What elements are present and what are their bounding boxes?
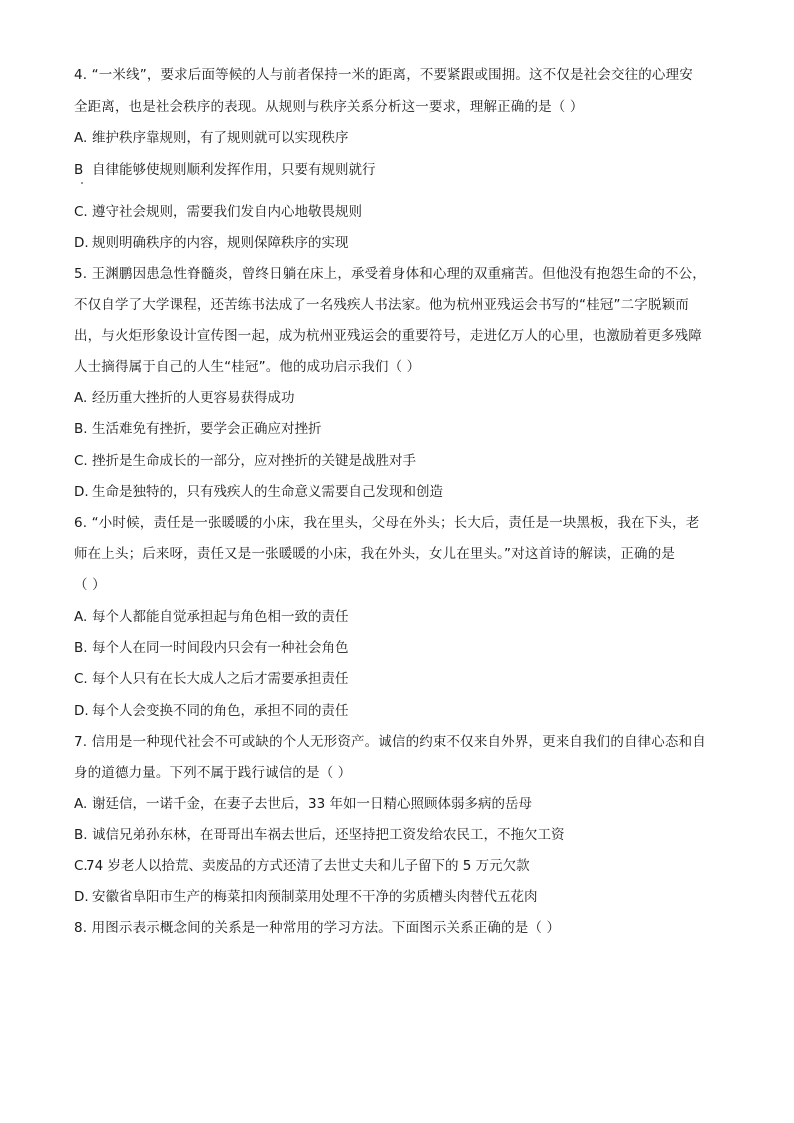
q5-stem-line-2: 不仅自学了大学课程，还苦练书法成了一名残疾人书法家。他为杭州亚残运会书写的“桂冠”二字脱颖而 bbox=[74, 297, 689, 313]
q6-stem-line-2: 师在上头；后来呀，责任又是一张暖暖的小床，我在外头，女儿在里头。”对这首诗的解读，正确的是 bbox=[74, 546, 675, 562]
q4-option-a-text: 维护秩序靠规则，有了规则就可以实现秩序 bbox=[92, 130, 349, 146]
q4-option-a-letter: A. bbox=[74, 130, 88, 146]
q7-option-c bbox=[74, 857, 530, 875]
q4-option-a bbox=[74, 129, 349, 147]
q5-option-d-letter: D. bbox=[74, 484, 89, 500]
q5-option-c-letter: C. bbox=[74, 453, 88, 469]
q7-option-c-letter: C. bbox=[74, 858, 88, 874]
q7-option-c-text: 74 岁老人以拾荒、卖废品的方式还清了去世丈夫和儿子留下的 5 万元欠款 bbox=[86, 858, 530, 874]
q6-option-d bbox=[74, 702, 349, 720]
q7-option-d-letter: D. bbox=[74, 889, 89, 905]
q5-option-a bbox=[74, 389, 295, 407]
q6-option-c-letter: C. bbox=[74, 671, 88, 687]
q5-option-b-text: 生活难免有挫折，要学会正确应对挫折 bbox=[92, 421, 322, 437]
q4-option-b bbox=[74, 161, 376, 179]
q7-option-a-text: 谢廷信，一诺千金，在妻子去世后，33 年如一日精心照顾体弱多病的岳母 bbox=[92, 796, 532, 812]
q7-option-d bbox=[74, 888, 538, 906]
q7-option-d-text: 安徽省阜阳市生产的梅菜扣肉预制菜用处理不干净的劣质槽头肉替代五花肉 bbox=[92, 889, 538, 905]
q4-stem-line-1: 4. “一米线”，要求后面等候的人与前者保持一米的距离，不要紧跟或围拥。这不仅是社会交往的心理安 bbox=[74, 67, 693, 83]
q5-stem-line-3: 出，与火炬形象设计宣传图一起，成为杭州亚残运会的重要符号，走进亿万人的心里，也激励着更多残障 bbox=[74, 328, 702, 344]
q5-option-b-letter: B. bbox=[74, 421, 88, 437]
q4-stem-line-2: 全距离，也是社会秩序的表现。从规则与秩序关系分析这一要求，理解正确的是（ ） bbox=[74, 99, 584, 115]
q4-option-c-text: 遵守社会规则，需要我们发自内心地敬畏规则 bbox=[92, 204, 362, 220]
q4-option-b-text: 自律能够使规则顺利发挥作用，只要有规则就行 bbox=[92, 162, 376, 178]
q7-option-a-letter: A. bbox=[74, 796, 88, 812]
q7-stem-line-1: 7. 信用是一种现代社会不可或缺的个人无形资产。诚信的约束不仅来自外界，更来自我们的自律心态和自 bbox=[74, 734, 706, 750]
q6-option-d-letter: D. bbox=[74, 703, 89, 719]
q6-stem-line-3: （ ） bbox=[74, 577, 106, 593]
q4-option-c bbox=[74, 203, 362, 221]
q6-option-b-letter: B. bbox=[74, 640, 88, 656]
q6-option-b-text: 每个人在同一时间段内只会有一种社会角色 bbox=[92, 640, 349, 656]
q5-option-d-text: 生命是独特的，只有残疾人的生命意义需要自己发现和创造 bbox=[92, 484, 443, 500]
q5-option-c-text: 挫折是生命成长的一部分，应对挫折的关键是战胜对手 bbox=[92, 453, 416, 469]
q7-stem-line-2: 身的道德力量。下列不属于践行诚信的是（ ） bbox=[74, 765, 352, 781]
q4-option-d bbox=[74, 234, 349, 252]
q4-option-d-letter: D. bbox=[74, 235, 89, 251]
q4-option-d-text: 规则明确秩序的内容，规则保障秩序的实现 bbox=[92, 235, 349, 251]
stray-mark bbox=[81, 182, 83, 184]
q5-option-b bbox=[74, 420, 322, 438]
q6-stem-line-1: 6. “小时候，责任是一张暖暖的小床，我在里头，父母在外头；长大后，责任是一块黑板，我在下头，老 bbox=[74, 515, 700, 531]
q5-option-d bbox=[74, 483, 443, 501]
q8-stem-line-1: 8. 用图示表示概念间的关系是一种常用的学习方法。下面图示关系正确的是（ ） bbox=[74, 920, 561, 936]
q5-stem-line-4: 人士摘得属于自己的人生“桂冠”。他的成功启示我们（ ） bbox=[74, 359, 421, 375]
q7-option-b bbox=[74, 826, 565, 844]
q6-option-c-text: 每个人只有在长大成人之后才需要承担责任 bbox=[92, 671, 349, 687]
q5-option-a-text: 经历重大挫折的人更容易获得成功 bbox=[92, 390, 295, 406]
q7-option-b-text: 诚信兄弟孙东林，在哥哥出车祸去世后，还坚持把工资发给农民工，不拖欠工资 bbox=[92, 827, 565, 843]
q6-option-a bbox=[74, 608, 349, 626]
q5-stem-line-1: 5. 王渊鹏因患急性脊髓炎，曾终日躺在床上，承受着身体和心理的双重痛苦。但他没有抱怨生命的不公， bbox=[74, 266, 706, 282]
q6-option-d-text: 每个人会变换不同的角色，承担不同的责任 bbox=[92, 703, 349, 719]
q6-option-a-letter: A. bbox=[74, 609, 88, 625]
q7-option-b-letter: B. bbox=[74, 827, 88, 843]
q6-option-a-text: 每个人都能自觉承担起与角色相一致的责任 bbox=[92, 609, 349, 625]
q4-option-c-letter: C. bbox=[74, 204, 88, 220]
q7-option-a bbox=[74, 795, 532, 813]
q6-option-b bbox=[74, 639, 349, 657]
q4-option-b-letter: B bbox=[74, 162, 84, 178]
q5-option-c bbox=[74, 452, 416, 470]
q5-option-a-letter: A. bbox=[74, 390, 88, 406]
q6-option-c bbox=[74, 670, 349, 688]
